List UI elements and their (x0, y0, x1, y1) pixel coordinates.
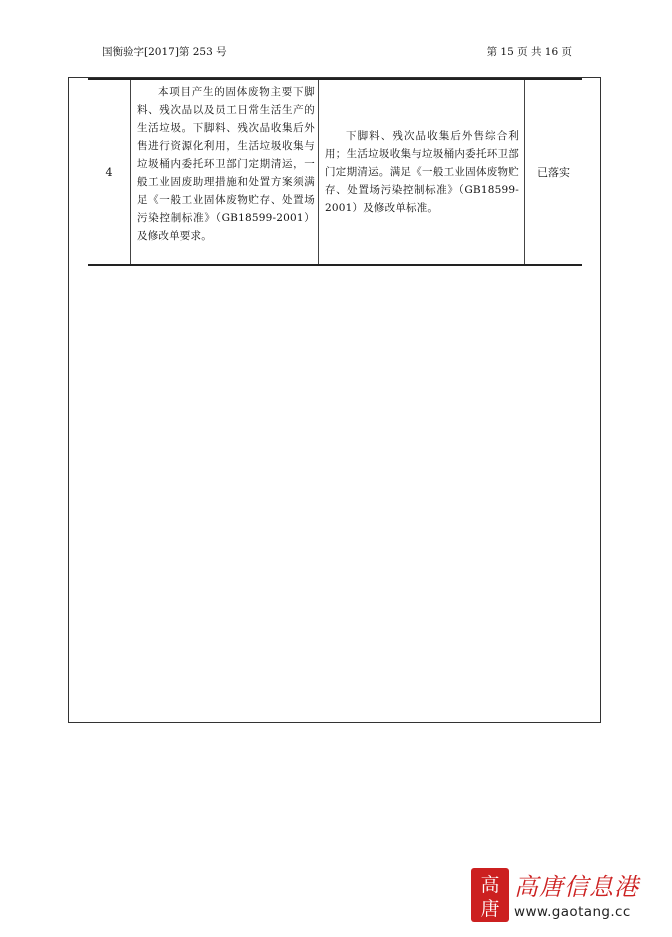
table-row (88, 78, 582, 266)
page-number: 第 15 页 共 16 页 (486, 46, 572, 58)
row-number-cell (88, 80, 131, 264)
implementation-text: 下脚料、残次品收集后外售综合利用；生活垃圾收集与垃圾桶内委托环卫部门定期清运。满足《一般工业固体废物贮存、处置场污染控制标准》（GB18599-2001）及修改单标准。 (325, 130, 519, 214)
status-cell (525, 80, 582, 264)
watermark-brand: 高唐信息港 (514, 873, 639, 901)
gaotang-logo-icon (470, 867, 510, 923)
watermark-url: www.gaotang.cc (514, 904, 631, 920)
document-number: 国衡验字[2017]第 253 号 (102, 46, 227, 58)
svg-text:唐: 唐 (480, 898, 500, 920)
svg-text:高: 高 (480, 874, 500, 896)
row-number: 4 (105, 165, 113, 179)
requirement-cell: 本项目产生的固体废物主要下脚料、残次品以及员工日常生活生产的生活垃圾。下脚料、残次品收集后外售进行资源化利用，生活垃圾收集与垃圾桶内委托环卫部门定期清运，一般工业固废助理措施和处置方案须满足《一般工业固体废物贮存、处置场污染控制标准》（GB18599-2001）及修改单要求。 (131, 80, 319, 264)
watermark (470, 867, 666, 927)
implementation-cell (319, 80, 525, 264)
page-header (102, 44, 572, 60)
status-text: 已落实 (537, 166, 570, 179)
